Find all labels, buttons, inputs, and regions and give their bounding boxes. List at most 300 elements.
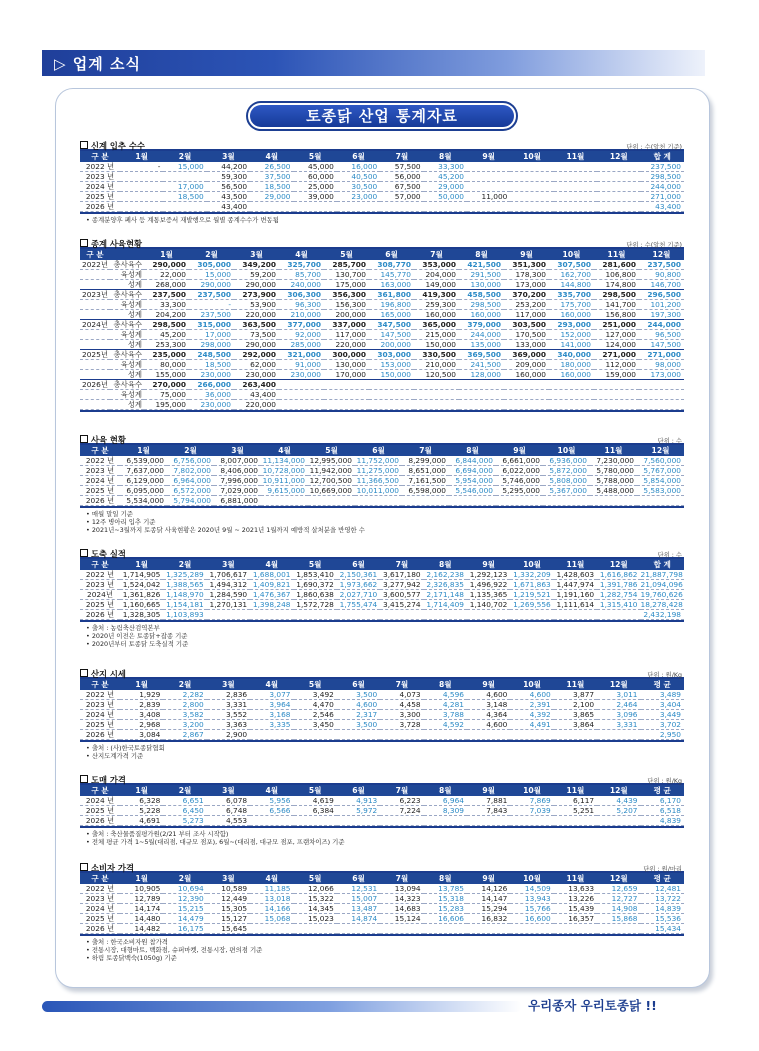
table-cell [355,496,402,506]
table-cell: 3,552 [207,710,250,720]
table-cell: 7,802,000 [167,466,214,476]
column-header: 8월 [424,679,467,690]
table-cell: 6,694,000 [449,466,496,476]
column-header: 1월 [120,785,163,796]
table-cell: 3,331 [597,720,640,730]
table-cell: 196,800 [369,300,414,310]
row-label: 2022 년 [80,690,120,700]
data-table [80,151,684,212]
column-header: 1월 [120,559,163,570]
table-cell: 57,500 [380,162,423,172]
row-sublabel: 성계 [110,340,144,350]
table-cell [414,380,459,390]
table-cell: 3,148 [467,700,510,710]
column-header: 4월 [250,785,293,796]
table-cell [279,390,324,400]
table-cell: 285,000 [279,340,324,350]
column-header: 5월 [308,445,355,456]
table-cell: 160,000 [459,310,504,320]
table-cell: 45,000 [294,162,337,172]
row-sublabel: 총사육수 [110,350,144,360]
table-cell: 36,000 [189,390,234,400]
row-label: 2024 년 [80,904,120,914]
row-sublabel: 성계 [110,310,144,320]
column-header: 1월 [120,679,163,690]
table-cell: 1,388,565 [163,580,206,590]
table-cell: 3,331 [207,700,250,710]
table-cell: 1,103,893 [163,610,206,620]
table-row [80,816,684,826]
note-line: • 2021년~3월까지 토종닭 사육현황은 2020년 9월 ~ 2021년 1월까지 예방적 살처분을 반영한 수 [86,526,684,534]
row-label: 2026 년 [80,924,120,934]
table-cell: 15,439 [554,904,597,914]
table-cell: 353,000 [414,260,459,270]
table-cell: 15,322 [294,894,337,904]
column-header: 12월 [597,873,640,884]
table-cell: 6,539,000 [120,456,167,466]
table-cell [597,172,640,182]
row-label: 2026 년 [80,496,120,506]
table-cell: 5,780,000 [590,466,637,476]
table-cell: 6,566 [250,806,293,816]
table-cell: 15,536 [641,914,685,924]
header-row [80,445,684,456]
table-cell: 80,000 [144,360,189,370]
table-cell: 156,800 [594,310,639,320]
table-cell [597,192,640,202]
table-cell: 8,007,000 [214,456,261,466]
table-cell: 4,364 [467,710,510,720]
data-table [80,679,684,740]
table-cell: 4,592 [424,720,467,730]
table-cell [294,610,337,620]
column-header: 9월 [467,559,510,570]
table-cell: 18,500 [189,360,234,370]
table-cell: 3,964 [250,700,293,710]
table-cell: 6,756,000 [167,456,214,466]
table-cell: 8,309 [424,806,467,816]
table-cell: 8,651,000 [402,466,449,476]
table-cell: 67,500 [380,182,423,192]
table-cell: 39,000 [294,192,337,202]
table-cell: 40,500 [337,172,380,182]
table-cell [261,496,308,506]
table-cell [554,172,597,182]
notes [80,740,684,760]
table-cell: 6,518 [641,806,685,816]
column-header: 7월 [380,785,423,796]
table-cell: 210,000 [414,360,459,370]
section-breeders [80,239,684,412]
table-cell: 5,956 [250,796,293,806]
table-cell: 2,150,361 [337,570,380,580]
table-cell: 13,094 [380,884,423,894]
table-cell: 4,691 [120,816,163,826]
column-header: 6월 [337,679,380,690]
table-cell: 271,000 [641,192,685,202]
table-cell [594,400,639,410]
table-cell [554,192,597,202]
table-cell: 21,887,798 [640,570,683,579]
table-cell: 6,748 [207,806,250,816]
section-title-row [80,669,684,679]
footer-bar [42,1001,522,1012]
table-cell: 18,500 [250,182,293,192]
table-cell: 3,728 [380,720,423,730]
table-cell: 14,345 [294,904,337,914]
table-row [80,202,684,212]
table-cell: 43,400 [641,202,685,212]
table-cell: 291,500 [459,270,504,280]
table-cell: 13,943 [510,894,553,904]
column-header: 3월 [214,445,261,456]
table-cell: 237,500 [189,310,234,320]
table-row [80,600,684,610]
table-cell: 16,832 [467,914,510,924]
table-cell [543,496,590,506]
column-header: 1월 [120,445,167,456]
column-header: 12월 [597,151,640,162]
table-cell: 2,317 [337,710,380,720]
table-cell: 1,860,638 [294,590,337,600]
table-cell: 6,328 [120,796,163,806]
table-cell: 3,877 [554,690,597,700]
column-header: 9월 [467,873,510,884]
table-cell: 12,995,000 [308,456,355,466]
table-cell: 363,500 [234,320,279,330]
table-cell: 12,066 [294,884,337,894]
table-cell: 150,000 [414,340,459,350]
table-cell [594,390,639,400]
table-cell: 2,968 [120,720,163,730]
table-row [80,456,684,466]
table-cell: 5,546,000 [449,486,496,496]
table-cell: 17,000 [163,182,206,192]
table-cell [639,400,684,410]
column-header: 1월 [120,873,163,884]
table-cell [554,610,597,620]
table-cell: 59,200 [234,270,279,280]
table-cell: 50,000 [424,192,467,202]
table-cell: 1,973,662 [337,580,380,590]
table-cell [414,390,459,400]
table-cell: 17,000 [189,330,234,340]
column-header: 2월 [163,679,206,690]
row-label: 2025년 [80,350,110,360]
table-cell: 298,500 [144,320,189,330]
table-row [80,310,684,320]
column-header: 11월 [554,785,597,796]
table-cell [120,192,163,202]
table-cell [424,610,467,620]
column-header: 구 분 [80,785,120,796]
row-label: 2026년 [80,380,110,390]
table-cell: 5,251 [554,806,597,816]
table-cell: 220,000 [234,310,279,320]
row-label [80,270,110,280]
table-cell: 153,000 [369,360,414,370]
table-cell: 101,200 [639,300,684,310]
table-cell [308,496,355,506]
table-cell: 146,700 [639,280,684,290]
table-cell: 5,228 [120,806,163,816]
table-cell: 112,000 [594,360,639,370]
column-header: 구 분 [80,679,120,690]
table-cell [459,390,504,400]
table-row [80,270,684,280]
table-cell: 2,839 [120,700,163,710]
column-header: 7월 [380,873,423,884]
row-label: 2024 년 [80,182,120,192]
table-cell: 6,384 [294,806,337,816]
table-cell: 37,500 [250,172,293,182]
table-cell: 13,722 [641,894,685,904]
table-cell: 5,854,000 [637,476,684,486]
table-cell [459,400,504,410]
table-cell: 303,000 [369,350,414,360]
table-cell: 155,000 [144,370,189,380]
table-cell: 6,598,000 [402,486,449,496]
table-cell [467,610,510,620]
section-header-bar [42,50,705,76]
unit-label: 단위 : 수(알천 기준) [626,144,682,151]
table-cell: 3,865 [554,710,597,720]
row-label: 2025 년 [80,486,120,496]
table-cell [294,202,337,212]
table-cell [294,816,337,826]
table-cell: 1,572,728 [294,600,337,610]
column-header: 9월 [496,445,543,456]
table-cell [594,380,639,390]
row-label [80,370,110,380]
table-cell: 293,000 [549,320,594,330]
unit-label: 단위 : 수(알천 기준) [626,242,682,249]
table-cell: 1,328,305 [120,610,163,620]
table-cell: 178,300 [504,270,549,280]
table-cell: 7,224 [380,806,423,816]
row-sublabel: 총사육수 [110,320,144,330]
table-cell: 56,000 [380,172,423,182]
row-label: 2024년 [80,320,110,330]
table-row [80,476,684,486]
column-header: 1월 [144,249,189,260]
table-cell [504,380,549,390]
column-header: 구 분 [80,445,120,456]
table-cell [424,202,467,212]
row-label: 2023년 [80,290,110,300]
table-cell: 12,390 [163,894,206,904]
table-cell: 290,000 [234,340,279,350]
column-header: 12월 [639,249,684,260]
table-cell: 1,160,665 [120,600,163,610]
table-cell [590,496,637,506]
table-row [80,466,684,476]
table-cell: 3,084 [120,730,163,740]
table-cell [163,172,206,182]
table-cell: 3,077 [250,690,293,700]
column-header: 10월 [549,249,594,260]
table-cell: 2,282 [163,690,206,700]
table-row [80,192,684,202]
table-row [80,330,684,340]
table-cell: 379,000 [459,320,504,330]
column-header: 8월 [424,151,467,162]
table-cell: 149,000 [414,280,459,290]
row-sublabel: 성계 [110,280,144,290]
table-cell: 1,191,160 [554,590,597,600]
column-header: 8월 [459,249,504,260]
table-cell: 5,273 [163,816,206,826]
table-cell: 237,500 [641,162,685,172]
column-header: 11월 [554,873,597,884]
table-row [80,486,684,496]
table-cell: 13,018 [250,894,293,904]
table-cell: 6,936,000 [543,456,590,466]
section-header-title: ▷ 업계 소식 [54,55,141,73]
table-cell: 419,300 [414,290,459,300]
table-cell: 14,509 [510,884,553,894]
note-line: • 하림 토종닭백숙(1050g) 기준 [86,954,684,962]
table-cell: 244,000 [459,330,504,340]
table-cell: 369,000 [504,350,549,360]
table-cell: 59,300 [207,172,250,182]
table-cell: 220,000 [234,400,279,410]
unit-label: 단위 : 수 [657,438,682,445]
section-title: 도축 실적 [80,548,126,560]
column-header: 12월 [637,445,684,456]
column-header: 10월 [510,679,553,690]
column-header: 4월 [250,679,293,690]
table-cell [207,610,250,620]
footer-slogan: 우리종자 우리토종닭 !! [528,998,657,1013]
table-row [80,796,684,806]
table-cell: 26,500 [250,162,293,172]
note-line: • 매월 말일 기준 [86,510,684,518]
table-cell: 1,284,590 [207,590,250,600]
table-cell: 300,000 [324,350,369,360]
table-row [80,914,684,924]
row-sublabel: 총사육수 [110,380,144,390]
column-header: 3월 [234,249,279,260]
note-line: • 전통시장, 대형마트, 백화점, 슈퍼마켓, 전통시장, 편의점 기준 [86,946,684,954]
table-row [80,700,684,710]
table-cell [467,816,510,826]
table-cell: 1,332,209 [510,570,553,580]
table-cell: 6,223 [380,796,423,806]
table-cell: 25,000 [294,182,337,192]
column-header: 구 분 [80,559,120,570]
column-header: 2월 [163,785,206,796]
table-cell: 12,700,500 [308,476,355,486]
table-cell: 285,700 [324,260,369,270]
table-cell: 7,996,000 [214,476,261,486]
table-cell: 5,746,000 [496,476,543,486]
header-row [80,559,684,570]
table-cell: 160,000 [414,310,459,320]
column-header: 6월 [369,249,414,260]
row-label: 2023 년 [80,894,120,904]
row-sublabel: 총사육수 [110,260,144,270]
unit-label: 단위 : 수 [657,552,682,559]
column-header: 12월 [597,785,640,796]
table-cell [510,202,553,212]
table-cell: 96,500 [639,330,684,340]
table-cell: 133,000 [504,340,549,350]
column-header: 합 계 [641,559,685,570]
table-cell: 2,464 [597,700,640,710]
table-cell [554,924,597,934]
row-label: 2026 년 [80,730,120,740]
table-row [80,182,684,192]
unit-label: 단위 : 원/마리 [643,866,682,873]
table-cell: 5,872,000 [543,466,590,476]
table-cell: 3,600,577 [380,590,423,600]
table-cell [337,730,380,740]
unit-label: 단위 : 원/Kg [647,672,682,679]
table-cell: 1,315,410 [597,600,640,610]
table-cell: 10,911,000 [261,476,308,486]
table-cell [549,390,594,400]
table-cell [510,816,553,826]
table-cell: 15,124 [380,914,423,924]
table-cell: 3,277,942 [380,580,423,590]
column-header: 구 분 [80,873,120,884]
table-cell: 96,300 [279,300,324,310]
table-cell: 1,496,922 [467,580,510,590]
table-cell: 147,500 [639,340,684,350]
column-header: 합 계 [641,151,685,162]
column-header: 4월 [261,445,308,456]
table-cell: 6,661,000 [496,456,543,466]
table-cell: 4,491 [510,720,553,730]
table-cell: 2,900 [207,730,250,740]
table-cell [449,496,496,506]
row-label: 2025 년 [80,806,120,816]
row-label [80,310,110,320]
column-header [110,249,144,260]
table-cell: 15,868 [597,914,640,924]
column-header: 8월 [424,873,467,884]
table-cell: 4,073 [380,690,423,700]
table-cell: 135,000 [459,340,504,350]
table-cell: 6,844,000 [449,456,496,466]
table-cell: 130,700 [324,270,369,280]
table-cell [637,496,684,506]
column-header: 11월 [590,445,637,456]
table-cell: 2,950 [641,730,685,740]
table-cell: 3,168 [250,710,293,720]
column-header: 7월 [380,559,423,570]
table-row [80,730,684,740]
table-cell: 11,275,000 [355,466,402,476]
table-cell: 1,398,248 [250,600,293,610]
column-header: 9월 [467,785,510,796]
table-cell: 3,500 [337,690,380,700]
table-cell: 14,323 [380,894,423,904]
section-wholesale-price [80,775,684,846]
table-cell [250,816,293,826]
column-header: 3월 [207,873,250,884]
table-cell: - [120,162,163,172]
table-cell: 200,000 [324,310,369,320]
table-cell [496,496,543,506]
row-label: 2022 년 [80,162,120,172]
table-cell [549,400,594,410]
table-cell: 3,492 [294,690,337,700]
row-sublabel: 육성계 [110,390,144,400]
table-cell: 19,760,626 [640,590,683,599]
table-cell: 30,500 [337,182,380,192]
